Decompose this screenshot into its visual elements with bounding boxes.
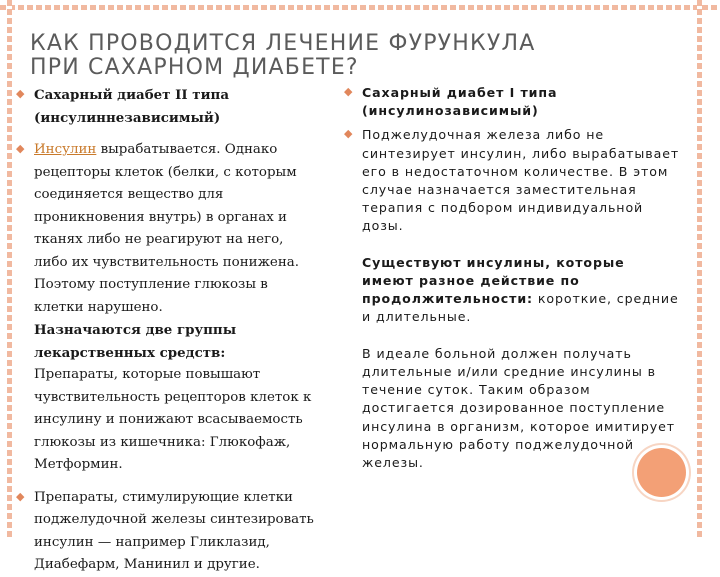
item-text: либо их чувствительность понижена. xyxy=(34,254,300,270)
item-text: дозы. xyxy=(362,218,404,234)
bullet-icon: ◆ xyxy=(16,87,25,100)
item-text: Сахарный диабет I типа xyxy=(362,85,558,100)
item-text: короткие, средние xyxy=(532,291,679,307)
list-item xyxy=(342,126,710,472)
item-text: течение суток. Таким образом xyxy=(362,382,591,398)
left-column xyxy=(14,84,334,577)
item-text: достигается дозированное поступление xyxy=(362,400,666,416)
item-text: (инсулинозависимый) xyxy=(362,103,539,119)
item-text: инсулину и понижают всасываемость xyxy=(34,412,303,427)
item-bold-text: Назначаются две группы xyxy=(34,322,237,338)
list-item xyxy=(14,139,334,477)
item-bold-text: продолжительности: xyxy=(362,291,533,307)
item-text: Препараты, которые повышают xyxy=(34,367,261,382)
top-decor-rule xyxy=(0,5,720,10)
item-text: вырабатывается. Однако xyxy=(96,142,278,157)
item-text: Препараты, стимулирующие клетки xyxy=(34,489,293,505)
item-text: Сахарный диабет II типа xyxy=(34,87,230,103)
item-text: Поэтому поступление глюкозы в xyxy=(34,277,268,292)
item-text: железы. xyxy=(362,455,424,471)
bullet-icon: ◆ xyxy=(344,85,354,98)
item-text: и длительные. xyxy=(362,309,472,325)
list-item xyxy=(342,84,710,120)
item-text: В идеале больной должен получать xyxy=(362,345,632,361)
item-text: тканях либо не реагируют на него, xyxy=(34,232,284,247)
item-text: нормальную работу поджелудочной xyxy=(362,436,635,452)
left-decor-rule xyxy=(7,0,12,540)
item-bold-text: лекарственных средств: xyxy=(34,344,226,361)
bullet-icon: ◆ xyxy=(16,142,25,155)
item-text: (инсулиннезависимый) xyxy=(34,109,221,126)
item-text: проникновения внутрь) в органах и xyxy=(34,209,287,225)
decor-circle xyxy=(637,448,686,497)
item-text: его в недостаточном количестве. В этом xyxy=(362,163,669,179)
item-bold-text: имеют разное действие по xyxy=(362,273,580,289)
list-item xyxy=(14,487,334,577)
item-text: рецепторы клеток (белки, с которым xyxy=(34,164,297,180)
bullet-icon: ◆ xyxy=(16,489,25,503)
item-text: Диабефарм, Манинил и другие. xyxy=(34,557,260,572)
item-text: длительные и/или средние инсулины в xyxy=(362,364,656,380)
right-column xyxy=(342,84,710,472)
item-text: глюкозы из кишечника: Глюкофаж, xyxy=(34,434,291,450)
item-text: Поджелудочная железа либо не xyxy=(362,127,605,143)
title-line: КАК ПРОВОДИТСЯ ЛЕЧЕНИЕ ФУРУНКУЛА xyxy=(30,31,536,56)
insulin-link[interactable]: Инсулин xyxy=(34,142,97,157)
item-text: поджелудочной железы синтезировать xyxy=(34,512,314,527)
item-text: Метформин. xyxy=(34,457,123,472)
item-bold-text: Существуют инсулины, которые xyxy=(362,254,625,270)
item-text: синтезирует инсулин, либо вырабатывает xyxy=(362,145,680,161)
item-text: чувствительность рецепторов клеток к xyxy=(34,389,312,405)
slide-title xyxy=(30,32,670,80)
item-text: терапия с подбором индивидуальной xyxy=(362,200,644,216)
item-text: инсулина в организм, которое имитирует xyxy=(362,418,675,434)
bullet-icon: ◆ xyxy=(344,127,354,141)
list-item xyxy=(14,84,334,129)
item-text: клетки нарушено. xyxy=(34,299,163,315)
title-line: ПРИ САХАРНОМ ДИАБЕТЕ? xyxy=(30,55,359,80)
item-text: соединяется вещество для xyxy=(34,187,224,202)
item-text: случае назначается заместительная xyxy=(362,182,637,198)
item-text: инсулин — например Гликлазид, xyxy=(34,534,270,550)
